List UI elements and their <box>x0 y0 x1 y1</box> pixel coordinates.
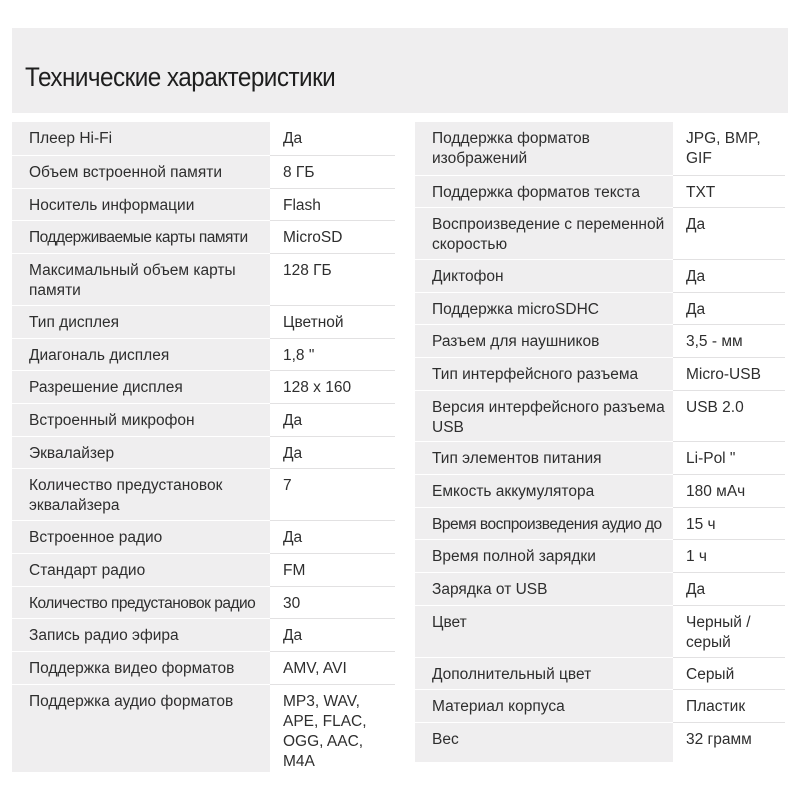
spec-label: Поддержка форматов изображений <box>432 130 590 167</box>
spec-row <box>12 188 395 220</box>
spec-label-cell <box>12 468 270 520</box>
spec-value-cell <box>270 684 395 772</box>
spec-value: 1 ч <box>686 547 708 565</box>
spec-value-cell <box>270 520 395 553</box>
spec-label: Тип интерфейсного разъема <box>432 365 639 383</box>
spec-value: Да <box>283 528 303 546</box>
spec-label: Эквалайзер <box>29 444 115 462</box>
spec-row <box>415 507 785 539</box>
spec-label: Плеер Hi-Fi <box>29 130 113 147</box>
spec-label: Версия интерфейсного разъема USB <box>432 398 665 436</box>
spec-row <box>415 122 785 175</box>
spec-value-cell <box>270 618 395 651</box>
spec-label-cell <box>12 586 270 618</box>
spec-label: Поддержка форматов текста <box>432 183 640 201</box>
spec-label-cell <box>12 436 270 468</box>
spec-row <box>415 657 785 689</box>
spec-row <box>415 722 785 762</box>
spec-label-cell <box>415 689 673 722</box>
spec-value-cell <box>673 572 785 605</box>
spec-row <box>415 441 785 474</box>
spec-label: Количество предустановок радио <box>29 594 256 612</box>
spec-label: Объем встроенной памяти <box>29 163 222 181</box>
spec-value-cell <box>673 357 785 390</box>
spec-value-cell <box>673 689 785 722</box>
spec-label-cell <box>12 122 270 155</box>
spec-label-cell <box>12 520 270 553</box>
spec-value-cell <box>673 207 785 259</box>
specs-table-left <box>12 122 395 772</box>
spec-label: Материал корпуса <box>432 697 565 715</box>
spec-value: Да <box>686 300 706 318</box>
spec-row <box>415 689 785 722</box>
spec-label: Разъем для наушников <box>432 332 600 350</box>
spec-row <box>415 324 785 357</box>
spec-label: Воспроизведение с переменной скоростью <box>432 215 665 253</box>
spec-row <box>415 292 785 324</box>
spec-value-cell <box>270 553 395 586</box>
spec-label-cell <box>415 175 673 207</box>
spec-value: Да <box>686 215 706 233</box>
spec-label: Время воспроизведения аудио до <box>432 515 662 533</box>
spec-value: USB 2.0 <box>686 398 744 416</box>
spec-value: 7 <box>283 476 292 494</box>
spec-label: Время полной зарядки <box>432 547 596 565</box>
spec-value: 180 мАч <box>686 482 746 500</box>
section-header <box>12 28 788 113</box>
spec-value: Да <box>686 267 706 285</box>
spec-row <box>12 520 395 553</box>
spec-row <box>12 586 395 618</box>
spec-label-cell <box>12 220 270 253</box>
spec-label: Носитель информации <box>29 196 195 214</box>
spec-label: Поддержка видео форматов <box>29 659 235 677</box>
spec-value: Li-Pol " <box>686 449 736 467</box>
spec-label: Встроенный микрофон <box>29 411 195 429</box>
spec-value-cell <box>673 175 785 207</box>
spec-value: Цветной <box>283 313 344 331</box>
spec-label-cell <box>12 305 270 338</box>
spec-row <box>12 468 395 520</box>
spec-row <box>415 539 785 572</box>
spec-value-cell <box>270 651 395 684</box>
spec-value-cell <box>270 305 395 338</box>
spec-value: Да <box>283 130 303 147</box>
spec-value-cell <box>673 539 785 572</box>
spec-label-cell <box>12 651 270 684</box>
spec-label-cell <box>415 259 673 292</box>
spec-label: Поддерживаемые карты памяти <box>29 228 248 246</box>
spec-value-cell <box>270 436 395 468</box>
spec-value: 1,8 " <box>283 346 315 364</box>
spec-row <box>12 253 395 305</box>
spec-value: 128 x 160 <box>283 378 352 396</box>
spec-value: MP3, WAV, APE, FLAC, OGG, AAC, M4A <box>283 692 367 770</box>
spec-value-cell <box>270 468 395 520</box>
spec-row <box>12 651 395 684</box>
spec-label: Поддержка microSDHC <box>432 300 599 318</box>
spec-row <box>12 220 395 253</box>
spec-row <box>12 403 395 436</box>
spec-value-cell <box>270 220 395 253</box>
spec-label-cell <box>12 684 270 772</box>
spec-label: Поддержка аудио форматов <box>29 692 234 710</box>
spec-label-cell <box>415 474 673 507</box>
spec-value-cell <box>673 441 785 474</box>
spec-row <box>12 155 395 188</box>
specs-table-right <box>415 122 785 762</box>
spec-row <box>12 305 395 338</box>
spec-label-cell <box>415 122 673 175</box>
spec-value-cell <box>673 474 785 507</box>
spec-value: Да <box>283 411 303 429</box>
spec-value-cell <box>673 605 785 657</box>
spec-label-cell <box>12 370 270 403</box>
spec-value-cell <box>673 390 785 441</box>
spec-value: Пластик <box>686 697 746 715</box>
spec-label-cell <box>12 553 270 586</box>
spec-row <box>12 122 395 155</box>
spec-label-cell <box>415 441 673 474</box>
spec-label: Тип дисплея <box>29 313 120 331</box>
spec-label-cell <box>12 253 270 305</box>
spec-label: Стандарт радио <box>29 561 146 579</box>
spec-label-cell <box>415 292 673 324</box>
spec-label-cell <box>415 324 673 357</box>
spec-label: Максимальный объем карты памяти <box>29 261 236 299</box>
spec-label-cell <box>415 657 673 689</box>
spec-row <box>415 207 785 259</box>
spec-label: Тип элементов питания <box>432 449 602 467</box>
spec-value: 15 ч <box>686 515 716 533</box>
spec-row <box>12 618 395 651</box>
spec-value-cell <box>270 188 395 220</box>
spec-value-cell <box>270 370 395 403</box>
spec-value: 30 <box>283 594 301 612</box>
spec-value-cell <box>673 122 785 175</box>
spec-value-cell <box>270 586 395 618</box>
spec-label-cell <box>12 618 270 651</box>
spec-label-cell <box>12 403 270 436</box>
spec-label: Емкость аккумулятора <box>432 482 595 500</box>
spec-label: Диагональ дисплея <box>29 346 170 364</box>
spec-value: Черный / серый <box>686 613 751 651</box>
spec-row <box>415 259 785 292</box>
spec-value: 3,5 - мм <box>686 332 743 350</box>
spec-label-cell <box>415 572 673 605</box>
spec-row <box>415 357 785 390</box>
spec-label-cell <box>415 390 673 441</box>
spec-label: Цвет <box>432 613 467 631</box>
spec-label: Диктофон <box>432 267 504 285</box>
spec-label-cell <box>12 155 270 188</box>
spec-row <box>12 436 395 468</box>
spec-label: Зарядка от USB <box>432 580 548 598</box>
spec-value: AMV, AVI <box>283 659 347 677</box>
spec-value: Flash <box>283 196 321 214</box>
spec-value: Серый <box>686 665 735 683</box>
spec-label-cell <box>415 539 673 572</box>
spec-value: 32 грамм <box>686 730 752 748</box>
spec-label-cell <box>415 357 673 390</box>
spec-label-cell <box>415 605 673 657</box>
spec-row <box>12 370 395 403</box>
spec-label: Разрешение дисплея <box>29 378 183 396</box>
spec-row <box>415 175 785 207</box>
spec-value-cell <box>270 253 395 305</box>
spec-value: MicroSD <box>283 228 343 246</box>
spec-label-cell <box>415 722 673 762</box>
spec-value-cell <box>673 722 785 762</box>
spec-value-cell <box>270 338 395 370</box>
spec-row <box>12 684 395 772</box>
spec-label: Количество предустановок эквалайзера <box>29 476 223 514</box>
spec-row <box>12 338 395 370</box>
spec-value: Да <box>283 626 303 644</box>
spec-value-cell <box>673 507 785 539</box>
spec-label-cell <box>415 207 673 259</box>
spec-label: Дополнительный цвет <box>432 665 592 683</box>
spec-value-cell <box>673 259 785 292</box>
spec-row <box>415 474 785 507</box>
spec-value: 128 ГБ <box>283 261 332 279</box>
spec-label-cell <box>12 338 270 370</box>
spec-row <box>415 605 785 657</box>
spec-row <box>415 572 785 605</box>
spec-value-cell <box>673 292 785 324</box>
spec-value: FM <box>283 561 306 579</box>
spec-label: Встроенное радио <box>29 528 163 546</box>
spec-value-cell <box>270 403 395 436</box>
spec-value-cell <box>673 657 785 689</box>
spec-value: Да <box>283 444 303 462</box>
spec-value: 8 ГБ <box>283 163 315 181</box>
spec-value: Micro-USB <box>686 365 761 383</box>
page-title: Технические характеристики <box>25 62 336 92</box>
spec-value-cell <box>270 122 395 155</box>
spec-value-cell <box>270 155 395 188</box>
spec-row <box>415 390 785 441</box>
spec-label-cell <box>12 188 270 220</box>
spec-label-cell <box>415 507 673 539</box>
spec-value: Да <box>686 580 706 598</box>
spec-value-cell <box>673 324 785 357</box>
spec-label: Запись радио эфира <box>29 626 179 644</box>
spec-row <box>12 553 395 586</box>
spec-label: Вес <box>432 730 459 748</box>
spec-value: TXT <box>686 183 716 201</box>
spec-value: JPG, BMP, GIF <box>686 130 761 167</box>
